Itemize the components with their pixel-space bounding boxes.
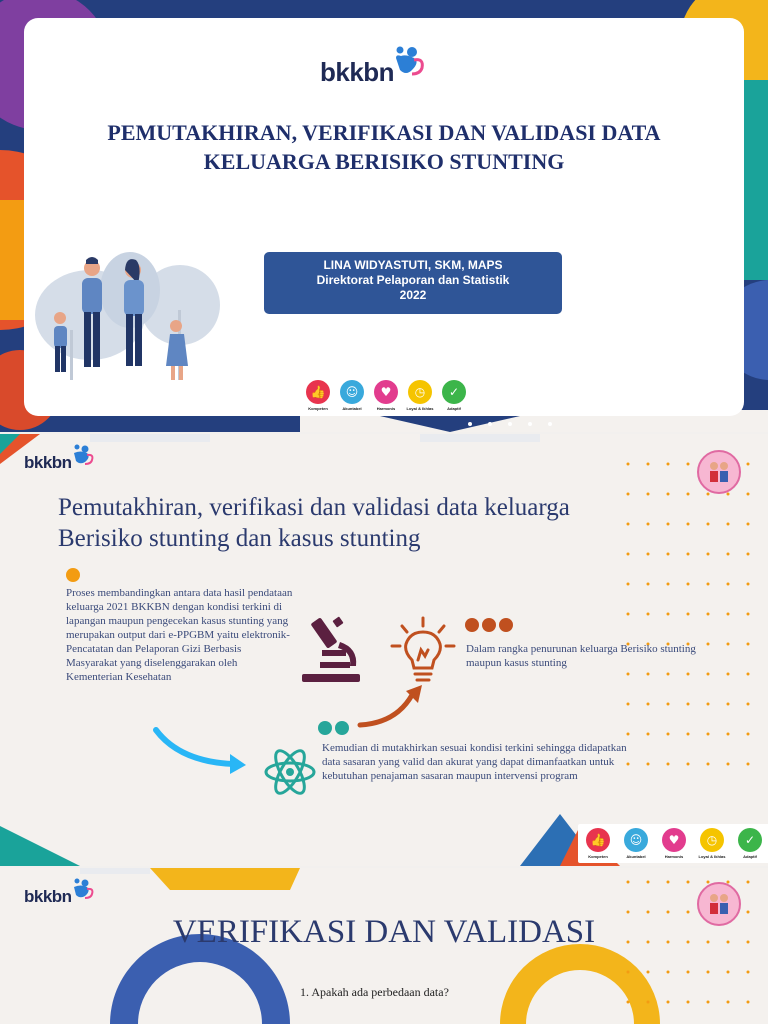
presentation-title: PEMUTAKHIRAN, VERIFIKASI DAN VALIDASI DATA KELUARGA BERISIKO STUNTING (107, 120, 661, 174)
curved-arrow-orange (356, 683, 426, 733)
stunting-campaign-badge (697, 450, 741, 494)
presenter-unit: Direktorat Pelaporan dan Statistik (316, 273, 510, 287)
value-harmonis: ♥ Harmonis (372, 380, 400, 411)
value-loyal: ◷ Loyal & Ikhlas (698, 828, 726, 859)
text-purpose: Dalam rangka penurunan keluarga Berisiko stunting maupun kasus stunting (466, 643, 696, 669)
title-slide (0, 0, 768, 432)
thumbs-up-icon: 👍 (586, 828, 610, 852)
heart-check-icon: ✓ (442, 380, 466, 404)
handshake-heart-icon: ♥ (374, 380, 398, 404)
bkkbn-logo-slide2: bkkbn (24, 443, 95, 473)
bkkbn-logo-slide3: bkkbn (24, 877, 95, 907)
dot (482, 618, 496, 632)
thumbs-up-icon: 👍 (306, 380, 330, 404)
family-illustration (30, 240, 220, 410)
presenter-box (264, 252, 562, 314)
bkkbn-logo: bkkbn (320, 44, 426, 88)
bullet-dot-orange (66, 568, 80, 582)
curved-arrow-blue (150, 726, 250, 776)
core-values-row (304, 380, 468, 411)
two-dots-teal (318, 721, 352, 740)
clock-icon: ◷ (408, 380, 432, 404)
dot (499, 618, 513, 632)
logo-mark-icon (71, 443, 95, 469)
core-values-row-slide2 (578, 824, 768, 863)
dot (318, 721, 332, 735)
logo-mark-icon (71, 877, 95, 903)
children-icon (704, 457, 734, 487)
handshake-heart-icon: ♥ (662, 828, 686, 852)
lightbulb-icon (388, 614, 458, 686)
value-akuntabel: ☺ Akuntabel (622, 828, 650, 859)
three-dots-orange (465, 618, 516, 637)
presenter-year: 2022 (399, 288, 427, 302)
text-process-description: Proses membandingkan antara data hasil pendataan keluarga 2021 BKKBN dengan kondisi terkini di lapangan maupun pengecekan kasus stunting yang merupakan output dari e-PPGBM yaitu elektronik-Pencatatan dan Pelaporan Gizi Berbasis Masyarakat yang diselenggarakan oleh Kementerian Kesehatan (66, 587, 293, 683)
text-outcome: Kemudian di mutakhirkan sesuai kondisi terkini sehingga didapatkan data sasaran yang valid dan akurat yang dapat dimanfaatkan untuk kebutuhan penajaman sasaran maupun intervensi program (322, 742, 627, 782)
person-icon: ☺ (340, 380, 364, 404)
value-harmonis: ♥ Harmonis (660, 828, 688, 859)
slide2-title: Pemutakhiran, verifikasi dan validasi data keluarga Berisiko stunting dan kasus stunting (58, 494, 570, 552)
dot (335, 721, 349, 735)
heart-check-icon: ✓ (738, 828, 762, 852)
dot (465, 618, 479, 632)
value-kompeten: 👍 Kompeten (304, 380, 332, 411)
value-adaptif: ✓ Adaptif (736, 828, 764, 859)
microscope-icon (296, 614, 366, 686)
value-loyal: ◷ Loyal & Ikhlas (406, 380, 434, 411)
presenter-name: LINA WIDYASTUTI, SKM, MAPS (323, 258, 503, 272)
value-adaptif: ✓ Adaptif (440, 380, 468, 411)
value-akuntabel: ☺ Akuntabel (338, 380, 366, 411)
atom-icon (262, 744, 318, 800)
person-icon: ☺ (624, 828, 648, 852)
clock-icon: ◷ (700, 828, 724, 852)
logo-mark-icon (392, 44, 426, 82)
slide3-title: VERIFIKASI DAN VALIDASI (172, 914, 596, 950)
value-kompeten: 👍 Kompeten (584, 828, 612, 859)
question-1: 1. Apakah ada perbedaan data? (300, 985, 449, 999)
